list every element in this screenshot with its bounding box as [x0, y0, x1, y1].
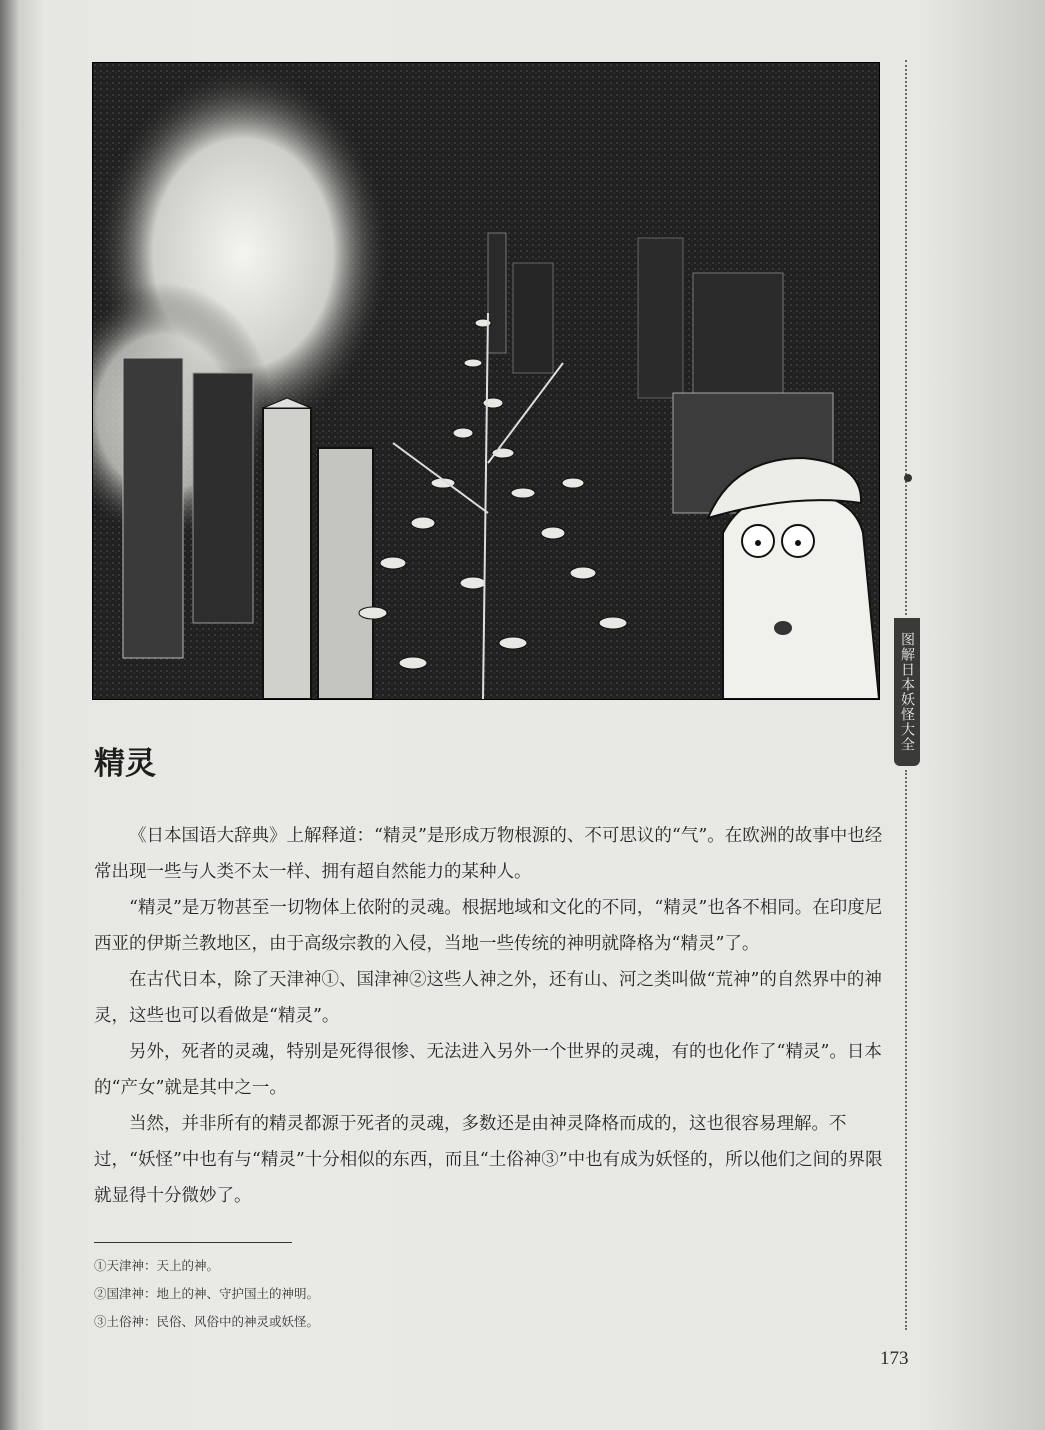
margin-dotted-line-top	[905, 60, 907, 615]
paragraph: 《日本国语大辞典》上解释道：“精灵”是形成万物根源的、不可思议的“气”。在欧洲的故事中也经常出现一些与人类不太一样、拥有超自然能力的某种人。	[94, 826, 883, 882]
page-number: 173	[880, 1348, 909, 1369]
paragraph: 另外，死者的灵魂，特别是死得很惨、无法进入另外一个世界的灵魂，有的也化作了“精灵”。日本的“产女”就是其中之一。	[94, 1042, 882, 1098]
footnotes	[94, 1252, 319, 1336]
footnote-divider	[94, 1242, 292, 1243]
paragraph: “精灵”是万物甚至一切物体上依附的灵魂。根据地域和文化的不同，“精灵”也各不相同。在印度尼西亚的伊斯兰教地区，由于高级宗教的入侵，当地一些传统的神明就降格为“精灵”了。	[94, 898, 883, 954]
paragraph: 在古代日本，除了天津神①、国津神②这些人神之外，还有山、河之类叫做“荒神”的自然界中的神灵，这些也可以看做是“精灵”。	[94, 970, 882, 1026]
book-title-side-tab: 图解日本妖怪大全	[894, 618, 920, 766]
margin-bullet-dot	[904, 474, 912, 482]
manga-illustration	[92, 62, 880, 700]
footnote: ①天津神：天上的神。	[94, 1258, 220, 1273]
article-title: 精灵	[94, 746, 156, 782]
book-spine-shadow	[0, 0, 20, 1430]
footnote: ③土俗神：民俗、风俗中的神灵或妖怪。	[94, 1314, 320, 1329]
article-body	[94, 818, 884, 1214]
book-page	[20, 0, 1045, 1430]
graveyard-scene-drawing	[93, 63, 879, 699]
footnote: ②国津神：地上的神、守护国土的神明。	[94, 1286, 320, 1301]
paragraph: 当然，并非所有的精灵都源于死者的灵魂，多数还是由神灵降格而成的，这也很容易理解。不过，“妖怪”中也有与“精灵”十分相似的东西，而且“土俗神③”中也有成为妖怪的，所以他们之间的界限就显得十分微妙了。	[94, 1114, 883, 1206]
margin-dotted-line-bottom	[905, 770, 907, 1330]
